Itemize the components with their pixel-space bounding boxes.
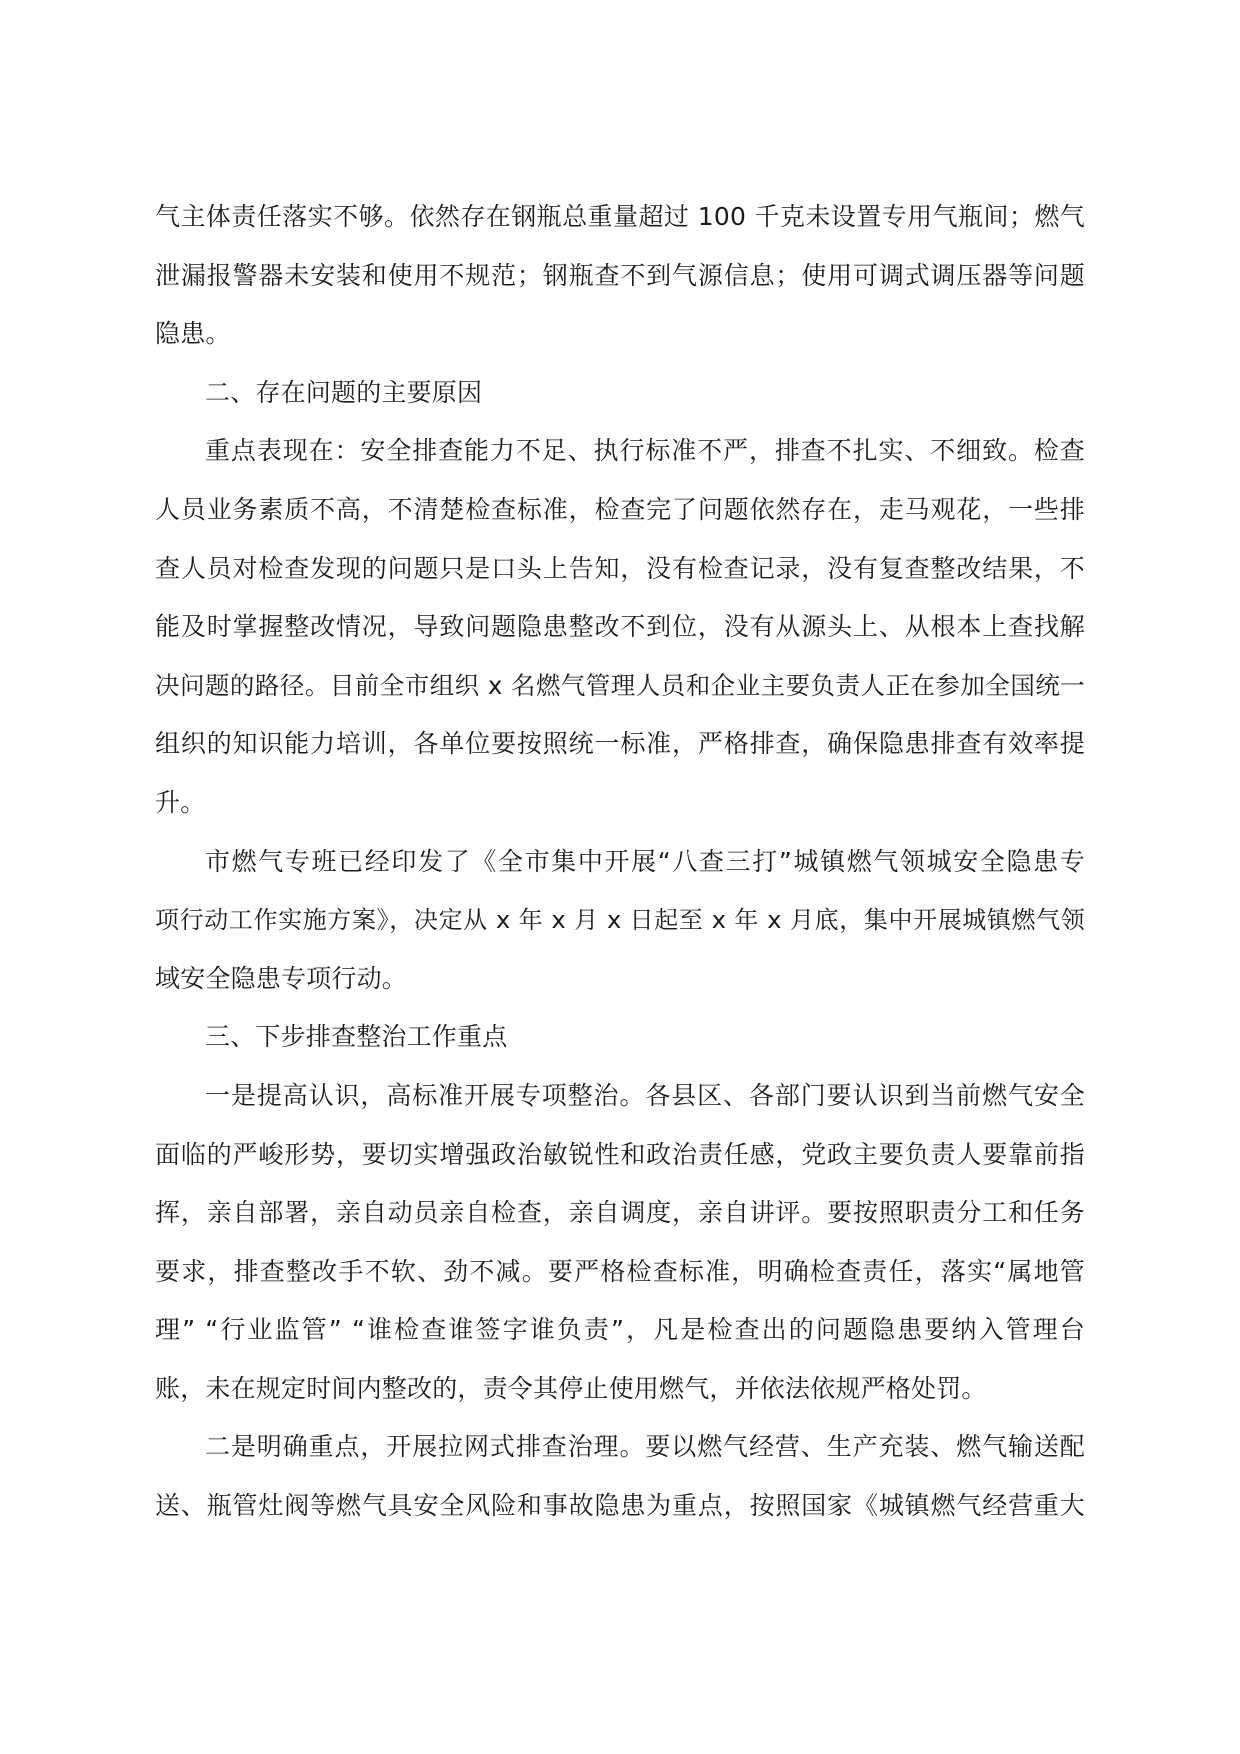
text-line: 面临的严峻形势，要切实增强政治敏锐性和政治责任感，党政主要负责人要靠前指	[155, 1139, 1085, 1169]
section-heading: 二、存在问题的主要原因	[205, 377, 483, 407]
text-line: 理” “行业监管” “谁检查谁签字谁负责”，凡是检查出的问题隐患要纳入管理台	[155, 1315, 1085, 1345]
text-line: 域安全隐患专项行动。	[155, 963, 408, 993]
text-line: 重点表现在：安全排查能力不足、执行标准不严，排查不扎实、不细致。检查	[205, 436, 1085, 466]
text-line: 组织的知识能力培训，各单位要按照统一标准，严格排查，确保隐患排查有效率提	[155, 729, 1085, 759]
text-line: 泄漏报警器未安装和使用不规范；钢瓶查不到气源信息；使用可调式调压器等问题	[155, 260, 1085, 290]
text-line: 要求，排查整改手不软、劲不减。要严格检查标准，明确检查责任，落实“属地管	[155, 1256, 1085, 1286]
text-line: 升。	[155, 787, 206, 817]
text-line: 挥，亲自部署，亲自动员亲自检查，亲自调度，亲自讲评。要按照职责分工和任务	[155, 1198, 1085, 1228]
document-body	[155, 188, 1085, 1536]
text-line: 决问题的路径。目前全市组织 x 名燃气管理人员和企业主要负责人正在参加全国统一	[155, 670, 1085, 700]
text-line: 人员业务素质不高，不清楚检查标准，检查完了问题依然存在，走马观花，一些排	[155, 494, 1085, 524]
text-line: 气主体责任落实不够。依然存在钢瓶总重量超过 100 千克未设置专用气瓶间；燃气	[155, 202, 1085, 231]
text-line: 能及时掌握整改情况，导致问题隐患整改不到位，没有从源头上、从根本上查找解	[155, 612, 1085, 642]
section-heading: 三、下步排查整治工作重点	[205, 1022, 508, 1052]
text-line: 一是提高认识，高标准开展专项整治。各县区、各部门要认识到当前燃气安全	[205, 1080, 1085, 1110]
text-line: 查人员对检查发现的问题只是口头上告知，没有检查记录，没有复查整改结果，不	[155, 553, 1085, 583]
text-line: 二是明确重点，开展拉网式排查治理。要以燃气经营、生产充装、燃气输送配	[205, 1432, 1085, 1462]
text-line: 账，未在规定时间内整改的，责令其停止使用燃气，并依法依规严格处罚。	[155, 1373, 987, 1403]
text-line: 项行动工作实施方案》，决定从 x 年 x 月 x 日起至 x 年 x 月底，集中开展城镇燃气领	[155, 906, 1085, 935]
text-line: 市燃气专班已经印发了《全市集中开展“八查三打”城镇燃气领城安全隐患专	[205, 846, 1085, 876]
text-line: 隐患。	[155, 319, 231, 349]
text-line: 送、瓶管灶阀等燃气具安全风险和事故隐患为重点，按照国家《城镇燃气经营重大	[155, 1491, 1085, 1521]
